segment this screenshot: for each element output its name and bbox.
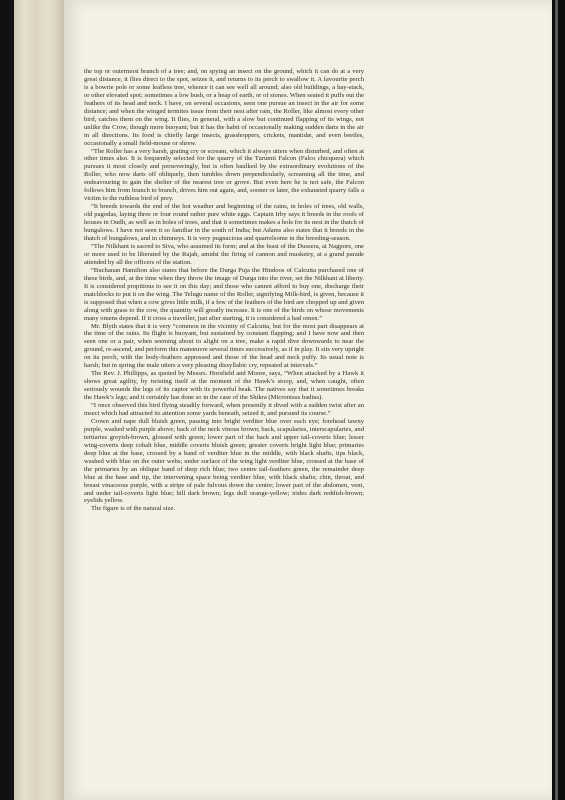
paragraph-roller-habits: the top or outermost branch of a tree; and, on spying an insect on the ground, which it can do at a very great distance, it flies direct to the spot, seizes it, and returns to its perch to swallow it. A favourite perch is a bowrie pole or some leafless tree, whence it can see well all around; also old buildings, a hay-stack, or other elevated spot; sometimes a low bush, or a heap of earth, or of stones. When seated it puffs out the feathers of its head and neck. I have, on several occasions, seen one pursue an insect in the air for some distance; and when the winged termites issue from their nest after rain, the Roller, like almost every other bird, catches them on the wing. It flies, in general, with a slow but continued flapping of its wings, not unlike the Crow, though more buoyant; but it has the habit of occasionally making sudden darts in the air in all directions. Its food is chiefly large insects, grasshoppers, crickets, mantidæ, and even beetles, occasionally a small field-mouse or shrew.	[84, 68, 364, 147]
paragraph-observation: “I once observed this bird flying steadily forward, when presently it dived with a sudden twist after an insect which had attracted its attention some yards beneath, seized it, and pursued its course.”	[84, 402, 364, 417]
paragraph-durga-puja: “Buchanan Hamilton also states that before the Durga Puja the Hindoos of Calcutta purchased one of these birds, and, at the time when they throw the image of Durga into the river, set the Nilkhant at liberty. It is considered propitious to see it on this day; and those who cannot afford to buy one, discharge their matchlocks to put it on the wing. The Telugu name of the Roller, signifying Milk-bird, is given, because it is supposed that when a cow gives little milk, if a few of the feathers of the bird are chopped up and given along with grass to the cow, the quantity will greatly increase. It is one of the birds on whose movements many omens depend. If it cross a traveller, just after starting, it is considered a bad omen.”	[84, 266, 364, 322]
paragraph-blyth: Mr. Blyth states that it is very “common in the vicinity of Calcutta, but for the most part disappears at the time of the rains. Its flight is buoyant, but sustained by constant flapping; and I have now and then seen one or a pair, when seeming about to alight on a tree, make a rapid dive downwards to near the ground, re-ascend, and perform this manœuvre several times successively, as if in play. It sits very upright on its perch, with the body-feathers appressed and those of the head and neck puffy. Its usual note is harsh; but in spring the male utters a very pleasing dissyllabic cry, repeated at intervals.”	[84, 322, 364, 370]
book-page-edges	[14, 0, 64, 800]
paragraph-nilkhant-sacred: “The Nilkhant is sacred to Siva, who assumed its form; and at the feast of the Dussera, at Nagpore, one or more used to be liberated by the Rajah, amidst the firing of cannon and musketry, at a grand parade attended by all the officers of the station.	[84, 242, 364, 266]
scan-edge-bar	[555, 0, 558, 800]
scan-border-left	[0, 0, 14, 800]
paragraph-figure-note: The figure is of the natural size.	[91, 505, 176, 513]
paragraph-roller-cry-falcon: “The Roller has a very harsh, grating cry or scream, which it always utters when disturbed, and often at other times also. It is frequently selected for the quarry of the Turumti Falcon (Falco chicquera) which pursues it most closely and perseveringly, but is often baulked by the extraordinary evolutions of the Roller, who now darts off obliquely, then tumbles down perpendicularly, screaming all the time, and endeavouring to gain the shelter of the nearest tree or grove. But even here he is not safe, the Falcon follows him from branch to branch, drives him out again, and, sooner or later, the exhausted quarry falls a victim to the ruthless bird of prey.	[84, 147, 364, 203]
scan-border-right	[552, 0, 565, 800]
paragraph-phillipps: The Rev. J. Phillipps, as quoted by Messrs. Horsfield and Moore, says, “When attacked by a Hawk it shows great agility, by twisting itself at the moment of the Hawk’s stoop, and, when caught, often seriously wounds the legs of its captor with its powerful beak. The natives say that it sometimes breaks the Hawk’s legs; and it certainly has done so in the case of the Shikra (Micronisus badius).	[84, 370, 364, 402]
paragraph-breeding: “It breeds towards the end of the hot weather and beginning of the rains, in holes of trees, old walls, old pagodas, laying three or four round rather pure white eggs. Captain Irby says it breeds in the roofs of houses in Oudh, as well as in holes of trees, and that it sometimes makes a hole for its nest in the thatch of bungalows. I have not seen it so familiar in the south of India; but Adams also states that it breeds in the thatch of bungalows, and in chimneys. It is very pugnacious and quarrelsome in the breeding-season.	[84, 203, 364, 243]
body-text	[84, 68, 364, 513]
paragraph-plumage-description: Crown and nape dull bluish green, passing into bright verditer blue over each eye; forehead tawny purple, washed with purple above; back of the neck vinous brown; back, scapularies, interscapularies, and tertiaries greyish-brown, glossed with green; lower part of the back and upper tail-coverts blue; lesser wing-coverts deep cobalt blue, middle coverts bluish green; greater coverts bright light blue; primaries deep blue at the base, crossed by a band of verditer blue in the middle, with black shafts, tips black, washed with blue on the outer webs; under surface of the wing light verditer blue, crossed at the base of the primaries by an oblique band of deep rich blue; two centre tail-feathers green, the remainder deep blue at the base and tip, the intervening space being verditer blue, with black shafts; chin, throat, and breast vinaceous purple, with a stripe of pale fulvous down the centre; lower part of the abdomen, vent, and under tail-coverts light blue; bill dark brown; legs dull orange-yellow; irides dark reddish-brown; eyelids yellow.	[84, 417, 364, 505]
